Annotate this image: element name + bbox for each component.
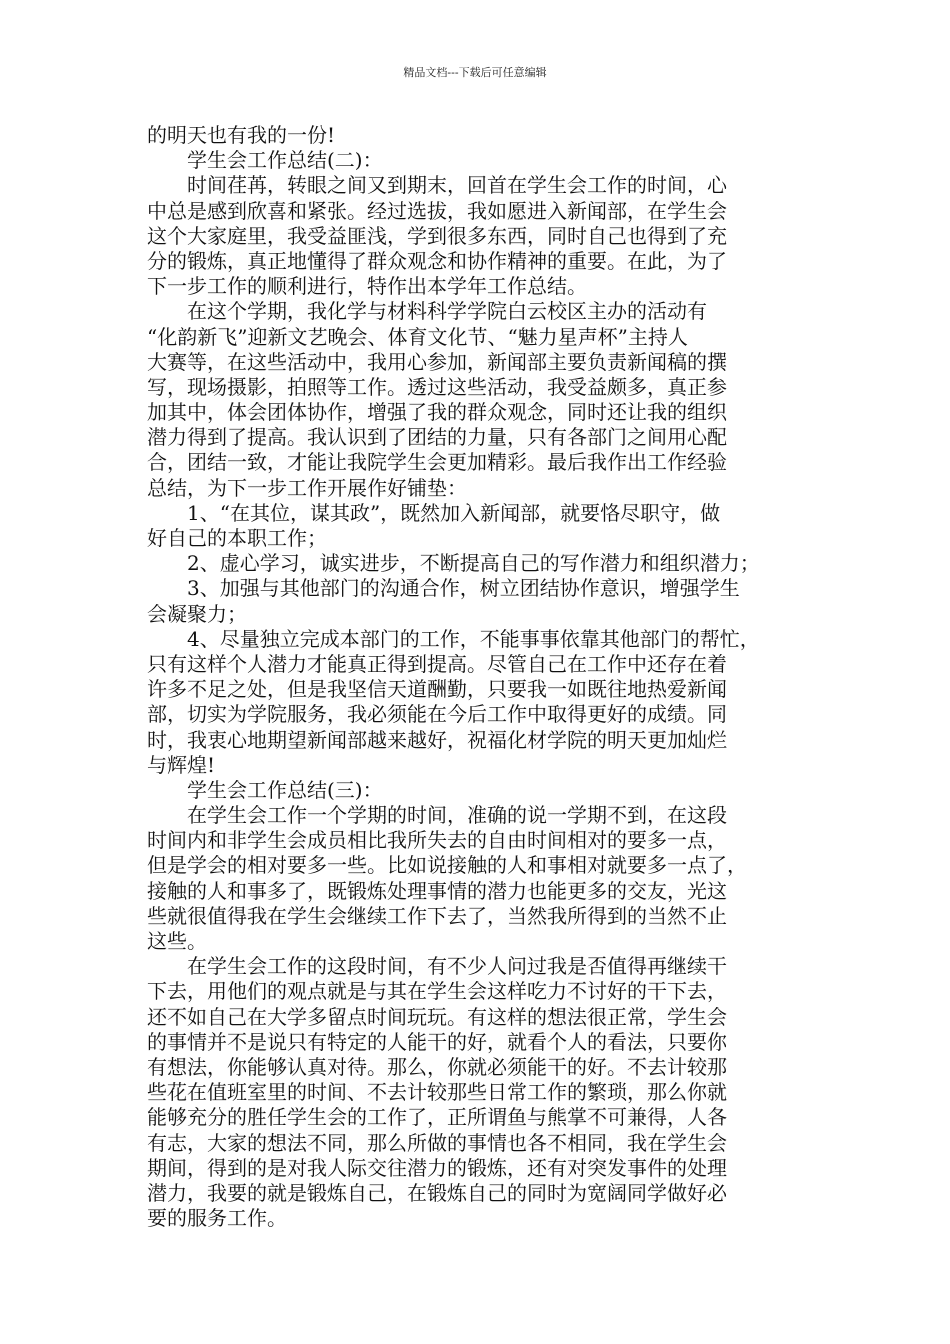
page-header: 精品文档---下载后可任意编辑	[403, 66, 547, 79]
text-line: 时间荏苒，转眼之间又到期末，回首在学生会工作的时间，心	[187, 173, 727, 198]
text-line: 会凝聚力；	[147, 601, 247, 626]
text-line: 分的锻炼，真正地懂得了群众观念和协作精神的重要。在此，为了	[147, 248, 727, 273]
text-line: 加其中，体会团体协作，增强了我的群众观念，同时还让我的组织	[147, 400, 727, 425]
text-line: 中总是感到欣喜和紧张。经过选拔，我如愿进入新闻部，在学生会	[147, 198, 727, 223]
text-line: 下去，用他们的观点就是与其在学生会这样吃力不讨好的干下去，	[147, 979, 727, 1004]
text-line: 的明天也有我的一份!	[147, 123, 336, 147]
text-line: 潜力得到了提高。我认识到了团结的力量，只有各部门之间用心配	[147, 425, 727, 450]
text-line: 合，团结一致，才能让我院学生会更加精彩。最后我作出工作经验	[147, 450, 727, 475]
text-line: 这些。	[147, 929, 207, 953]
text-line: 的事情并不是说只有特定的人能干的好，就看个人的看法，只要你	[147, 1029, 727, 1054]
document-body	[147, 123, 807, 1231]
list-item: 2、虚心学习，诚实进步，不断提高自己的写作潜力和组织潜力；	[187, 551, 760, 576]
list-item: 4、尽量独立完成本部门的工作，不能事事依靠其他部门的帮忙，	[187, 626, 760, 651]
list-item: 3、加强与其他部门的沟通合作，树立团结协作意识，增强学生	[187, 576, 740, 601]
text-line: 些花在值班室里的时间、不去计较那些日常工作的繁琐，那么你就	[147, 1080, 727, 1105]
text-line: 些就很值得我在学生会继续工作下去了，当然我所得到的当然不止	[147, 903, 727, 928]
text-line: 部，切实为学院服务，我必须能在今后工作中取得更好的成绩。同	[147, 702, 727, 727]
text-line: 但是学会的相对要多一些。比如说接触的人和事相对就要多一点了，	[147, 853, 747, 878]
text-line: 总结，为下一步工作开展作好铺垫：	[147, 475, 467, 500]
text-line: 潜力，我要的就是锻炼自己，在锻炼自己的同时为宽阔同学做好必	[147, 1180, 727, 1205]
text-line: 只有这样个人潜力才能真正得到提高。尽管自己在工作中还存在着	[147, 651, 727, 676]
text-line: 能够充分的胜任学生会的工作了，正所谓鱼与熊掌不可兼得，人各	[147, 1105, 727, 1130]
text-line: 期间，得到的是对我人际交往潜力的锻炼，还有对突发事件的处理	[147, 1155, 727, 1180]
text-line: 这个大家庭里，我受益匪浅，学到很多东西，同时自己也得到了充	[147, 223, 727, 248]
text-line: 还不如自己在大学多留点时间玩玩。有这样的想法很正常，学生会	[147, 1004, 727, 1029]
text-line: 与辉煌!	[147, 752, 216, 777]
text-line: 在学生会工作一个学期的时间，准确的说一学期不到，在这段	[187, 803, 727, 828]
text-line: 有想法，你能够认真对待。那么，你就必须能干的好。不去计较那	[147, 1054, 727, 1079]
section-heading: 学生会工作总结(二)：	[187, 148, 383, 173]
text-line: 写，现场摄影，拍照等工作。透过这些活动，我受益颇多，真正参	[147, 374, 727, 399]
text-line: 有志，大家的想法不同，那么所做的事情也各不相同，我在学生会	[147, 1130, 727, 1155]
text-line: 时，我衷心地期望新闻部越来越好，祝福化材学院的明天更加灿烂	[147, 727, 727, 752]
text-line: 许多不足之处，但是我坚信天道酬勤，只要我一如既往地热爱新闻	[147, 677, 727, 702]
text-line: 在这个学期，我化学与材料科学学院白云校区主办的活动有	[187, 299, 707, 324]
text-line: 下一步工作的顺利进行，特作出本学年工作总结。	[147, 274, 587, 299]
text-line: 大赛等，在这些活动中，我用心参加，新闻部主要负责新闻稿的撰	[147, 349, 727, 374]
text-line: 时间内和非学生会成员相比我所失去的自由时间相对的要多一点，	[147, 828, 727, 853]
list-item: 1、“在其位，谋其政”，既然加入新闻部，就要恪尽职守，做	[187, 500, 721, 525]
section-heading: 学生会工作总结(三)：	[187, 777, 383, 802]
text-line: 接触的人和事多了，既锻炼处理事情的潜力也能更多的交友，光这	[147, 878, 727, 903]
text-line: 在学生会工作的这段时间，有不少人问过我是否值得再继续干	[187, 954, 727, 979]
text-line: 好自己的本职工作；	[147, 526, 327, 550]
text-line: “化韵新飞”迎新文艺晚会、体育文化节、“魅力星声杯”主持人	[147, 324, 688, 349]
text-line: 要的服务工作。	[147, 1206, 287, 1231]
